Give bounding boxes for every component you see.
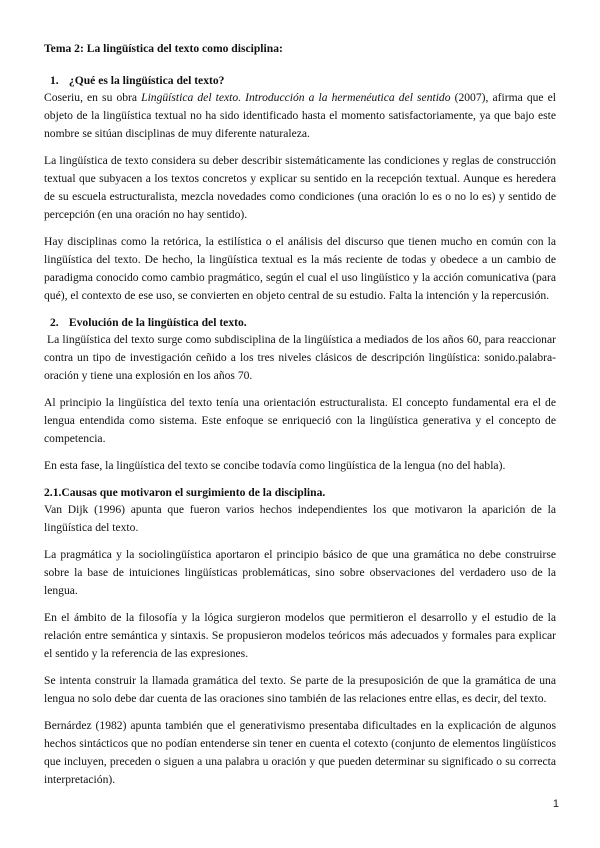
section-2-1-heading: [44, 484, 556, 501]
section-2-paragraph-2: Al principio la lingüística del texto tenía una orientación estructuralista. El concepto fundamental era el de lengua entendida como sistema. Este enfoque se enriqueció con la lingüística generativa y el concepto de competencia.: [44, 396, 556, 445]
paragraph-text: (2007), afirma que el objeto de la lingüística textual no ha sido identificado hasta el momento satisfactoriamente, ya que bajo este nombre se sitúan disciplinas de muy diferente naturaleza.: [44, 91, 556, 140]
section-1-number: 1.: [50, 74, 59, 87]
section-2-title: Evolución de la lingüística del texto.: [68, 316, 247, 329]
paragraph-text: Coseriu, en su obra: [44, 91, 142, 104]
section-1-heading: [44, 72, 556, 89]
document-body: [44, 40, 556, 798]
document-title: Tema 2: La lingüística del texto como disciplina:: [44, 42, 283, 55]
section-1-paragraph-1: [44, 89, 556, 143]
section-2-1-title: Causas que motivaron el surgimiento de la disciplina.: [61, 486, 326, 499]
section-2-number: 2.: [50, 316, 59, 329]
section-1-title: ¿Qué es la lingüística del texto?: [68, 74, 225, 87]
section-2-heading: [44, 314, 556, 331]
page-number: 1: [552, 798, 559, 810]
section-1-paragraph-3: Hay disciplinas como la retórica, la estilística o el análisis del discurso que tienen mucho en común con la lingüística del texto. De hecho, la lingüística textual es la más reciente de todas y obedece a un cambio de paradigma conocido como cambio pragmático, según el cual el uso lingüístico y la acción comunicativa (para qué), el contexto de ese uso, se convierten en objeto central de su estudio. Falta la intención y la repercusión.: [44, 235, 556, 302]
section-1-paragraph-2: La lingüística de texto considera su deber describir sistemáticamente las condiciones y reglas de construcción textual que subyacen a los textos concretos y explicar su sentido en la recepción textual. Aunque es heredera de su escuela estructuralista, mezcla novedades como condiciones (una oración lo es o no lo es) y sentido de percepción (en una oración no hay sentido).: [44, 154, 556, 221]
section-2-paragraph-3: En esta fase, la lingüística del texto se concibe todavía como lingüística de la lengua (no del habla).: [44, 459, 506, 472]
section-2-paragraph-1: La lingüística del texto surge como subdisciplina de la lingüística a mediados de los años 60, para reaccionar contra un tipo de investigación ceñido a los tres niveles clásicos de descripción lingüística: sonido.palabra-oración y tiene una explosión en los años 70.: [44, 333, 556, 382]
section-2-1-number: 2.1.: [44, 486, 62, 499]
book-title: Lingüística del texto. Introducción a la hermenéutica del sentido: [141, 91, 451, 104]
section-2-1-paragraph-5: Bernárdez (1982) apunta también que el generativismo presentaba dificultades en la explicación de algunos hechos sintácticos que no podían entenderse sin tener en cuenta el cotexto (conjunto de elementos lingüísticos que incluyen, preceden o siguen a una palabra u oración y que pueden determinar su significado o su correcta interpretación).: [44, 719, 556, 786]
section-2-1-paragraph-4: Se intenta construir la llamada gramática del texto. Se parte de la presuposición de que la gramática de una lengua no solo debe dar cuenta de las oraciones sino también de las relaciones entre ellas, es decir, del texto.: [44, 674, 556, 705]
section-2-1-paragraph-2: La pragmática y la sociolingüística aportaron el principio básico de que una gramática no debe construirse sobre la base de intuiciones lingüísticas problemáticas, sino sobre observaciones del verdadero uso de la lengua.: [44, 548, 556, 597]
section-2-1-paragraph-3: En el ámbito de la filosofía y la lógica surgieron modelos que permitieron el desarrollo y el estudio de la relación entre semántica y sintaxis. Se propusieron modelos teóricos más adecuados y formales para explicar el sentido y la referencia de las expresiones.: [44, 611, 556, 660]
section-2-1-paragraph-1: Van Dijk (1996) apunta que fueron varios hechos independientes los que motivaron la aparición de la lingüística del texto.: [44, 503, 556, 534]
